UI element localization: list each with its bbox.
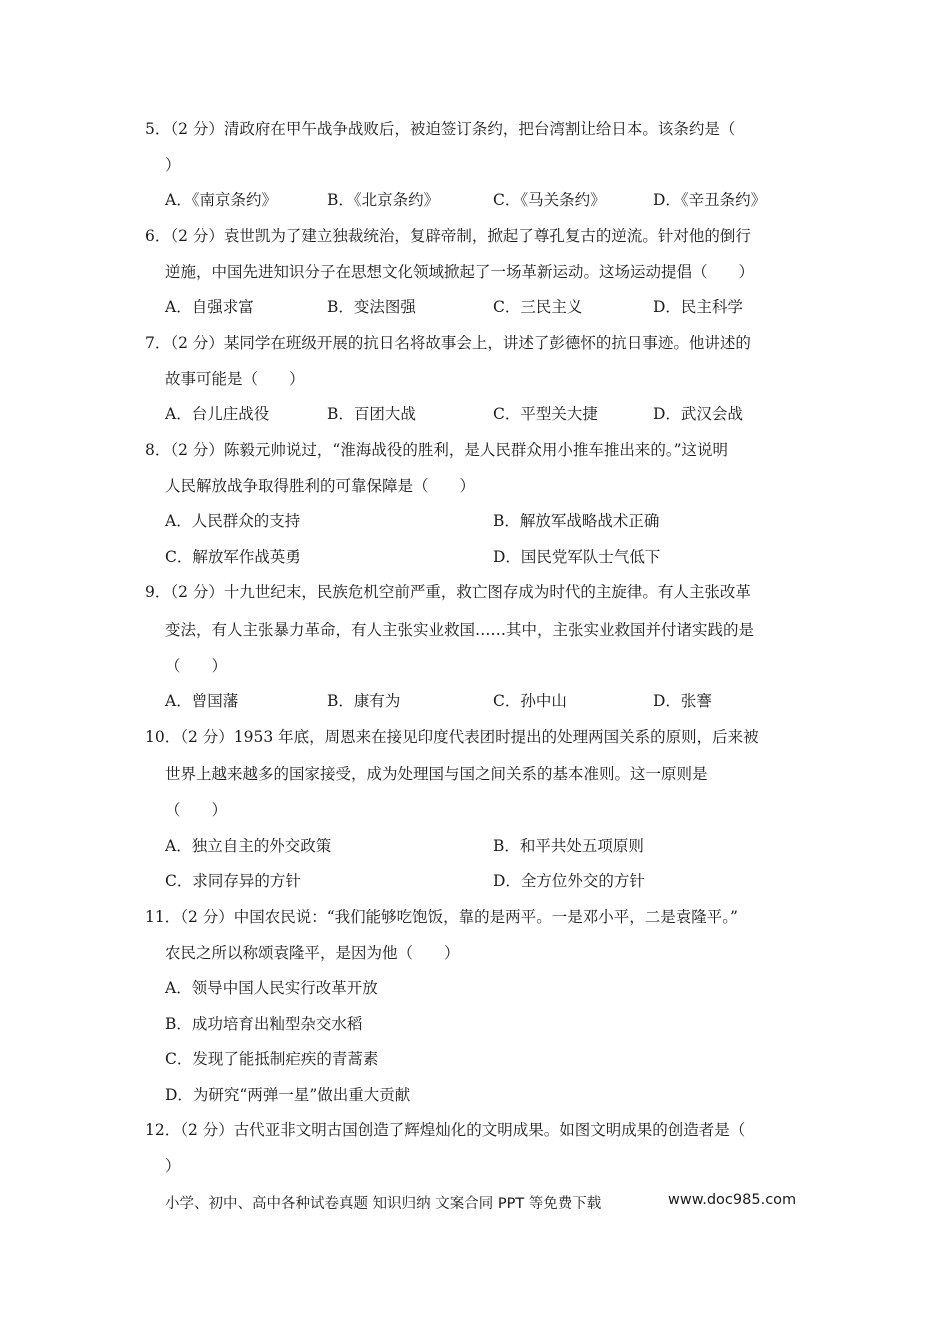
option-d: D．国民党军队士气低下 (493, 548, 661, 566)
question-text-line: 农民之所以称颂袁隆平，是因为他（ ） (165, 944, 460, 962)
option-c: C．孙中山 (493, 692, 567, 710)
question-text-line: 变法，有人主张暴力革命，有人主张实业救国……其中，主张实业救国并付诸实践的是 (165, 621, 755, 639)
option-b: B．成功培育出籼型杂交水稻 (165, 1015, 363, 1033)
option-a: A．独立自主的外交政策 (165, 837, 332, 855)
question-text-line: 12．（2 分）古代亚非文明古国创造了辉煌灿化的文明成果。如图文明成果的创造者是（ (145, 1121, 746, 1139)
option-b: B．百团大战 (327, 405, 416, 423)
option-b: B．变法图强 (327, 298, 416, 316)
question-text-line: （ ） (165, 657, 228, 675)
option-b: B．解放军战略战术正确 (493, 512, 660, 530)
option-c: C．发现了能抵制疟疾的青蒿素 (165, 1050, 379, 1068)
question-text-line: 世界上越来越多的国家接受，成为处理国与国之间关系的基本准则。这一原则是 (165, 765, 708, 783)
option-d: D．张謇 (653, 692, 712, 710)
option-a: A．台儿庄战役 (165, 405, 270, 423)
option-d: D．武汉会战 (653, 405, 743, 423)
question-text-line: 8．（2 分）陈毅元帅说过，“淮海战役的胜利，是人民群众用小推车推出来的。”这说明 (145, 441, 729, 459)
option-c: C．《马关条约》 (493, 191, 606, 209)
question-text-line: 5．（2 分）清政府在甲午战争战败后，被迫签订条约，把台湾割让给日本。该条约是（ (145, 120, 736, 138)
option-b: B．康有为 (327, 692, 401, 710)
question-text-line: 逆施，中国先进知识分子在思想文化领域掀起了一场革新运动。这场运动提倡（ ） (165, 263, 755, 281)
option-a: A．曾国藩 (165, 692, 239, 710)
option-d: D．全方位外交的方针 (493, 872, 645, 890)
footer-website-link[interactable]: www.doc985.com (668, 1192, 797, 1208)
option-c: C．三民主义 (493, 298, 583, 316)
question-text-line: 人民解放战争取得胜利的可靠保障是（ ） (165, 477, 476, 495)
question-text-line: 故事可能是（ ） (165, 370, 305, 388)
question-text-line: 9．（2 分）十九世纪末，民族危机空前严重，救亡图存成为时代的主旋律。有人主张改革 (145, 583, 751, 601)
option-c: C．求同存异的方针 (165, 872, 301, 890)
option-a: A．《南京条约》 (165, 191, 277, 209)
option-a: A．人民群众的支持 (165, 512, 301, 530)
option-d: D．民主科学 (653, 298, 743, 316)
option-c: C．平型关大捷 (493, 405, 598, 423)
question-text-line: 7．（2 分）某同学在班级开展的抗日名将故事会上，讲述了彭德怀的抗日事迹。他讲述的 (145, 334, 751, 352)
option-b: B．和平共处五项原则 (493, 837, 644, 855)
question-text-line: 10．（2 分）1953 年底，周恩来在接见印度代表团时提出的处理两国关系的原则，后来被 (145, 728, 759, 746)
question-text-line: 11．（2 分）中国农民说：“我们能够吃饱饭，靠的是两平。一是邓小平，二是袁隆平。” (145, 908, 738, 926)
option-d: D．《辛丑条约》 (653, 191, 767, 209)
option-b: B．《北京条约》 (327, 191, 440, 209)
footer-promo-text: 小学、初中、高中各种试卷真题 知识归纳 文案合同 PPT 等免费下载 (165, 1196, 602, 1212)
option-c: C．解放军作战英勇 (165, 548, 301, 566)
option-d: D．为研究“两弹一星”做出重大贡献 (165, 1086, 411, 1104)
question-text-line: ） (165, 156, 181, 174)
question-text-line: （ ） (165, 801, 228, 819)
question-text-line: 6．（2 分）袁世凯为了建立独裁统治，复辟帝制，掀起了尊孔复古的逆流。针对他的倒行 (145, 227, 751, 245)
option-a: A．领导中国人民实行改革开放 (165, 979, 378, 997)
question-text-line: ） (165, 1157, 181, 1175)
option-a: A．自强求富 (165, 298, 254, 316)
